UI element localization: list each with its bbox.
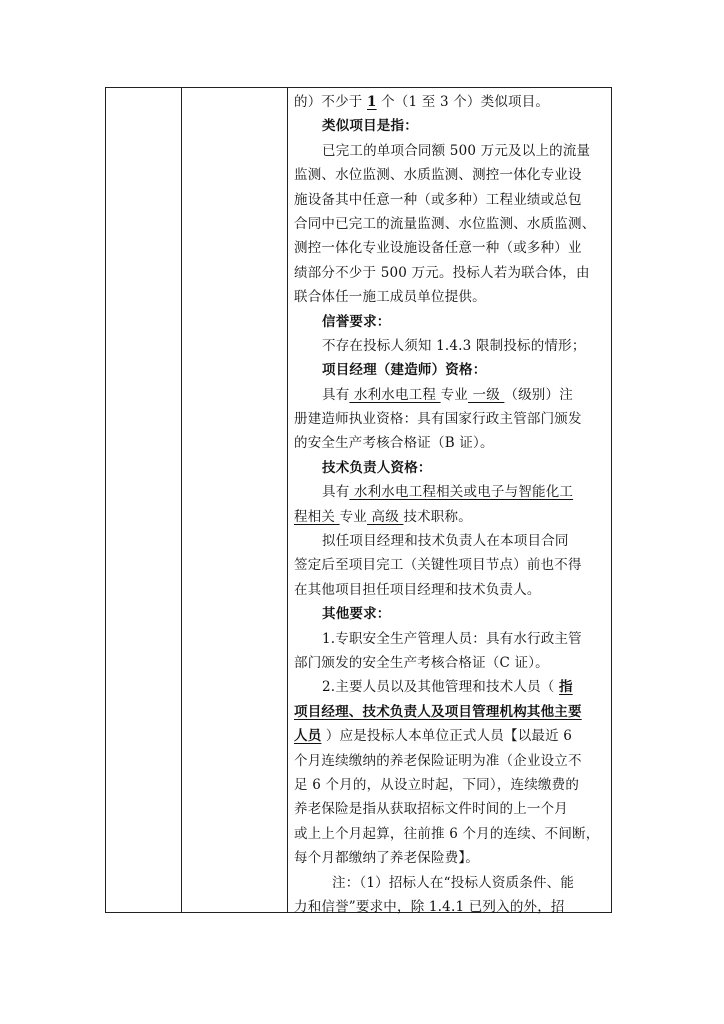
note-line: 注：（1）招标人在“投标人资质条件、能 [332,874,575,891]
text-line: 1.专职安全生产管理人员：具有水行政主管 [322,630,582,647]
text-line: 项目经理、技术负责人及项目管理机构其他主要 [294,703,582,720]
text-line: 测控一体化专业设施设备任意一种（或多种）业 [294,240,582,257]
text-line: 2.主要人员以及其他管理和技术人员（ 指 [322,679,573,696]
text-line: 具有 水利水电工程相关或电子与智能化工 [322,484,574,501]
text-line: 签定后至项目完工（关键性项目节点）前也不得 [294,557,582,574]
text-line: 监测、水位监测、水质监测、测控一体化专业设 [294,167,582,184]
text-line: 已完工的单项合同额 500 万元及以上的流量 [322,142,591,159]
text-line: 足 6 个月的，从设立时起，下同），连续缴费的 [294,776,580,793]
text-line: 的安全生产考核合格证（B 证）。 [294,435,494,452]
text-line: 人员 ）应是投标人本单位正式人员【以最近 6 [294,728,573,745]
heading-project-manager: 项目经理（建造师）资格： [322,362,487,379]
project-count: 1 [367,94,377,110]
title-value: 高级 [367,508,404,525]
specialty-value: 水利水电工程相关或电子与智能化工 [349,484,574,501]
text-line: 养老保险是指从获取招标文件时间的上一个月 [294,801,568,818]
heading-technical-lead: 技术负责人资格： [322,459,432,476]
text-line: 合同中已完工的流量监测、水位监测、水质监测、 [294,215,596,232]
text-line: 拟任项目经理和技术负责人在本项目合同 [322,533,569,550]
text-line: 程相关 专业 高级 技术职称。 [294,508,472,525]
specialty-value: 水利水电工程 [349,386,441,403]
text-line: 的）不少于 1 个（1 至 3 个）类似项目。 [294,94,550,110]
text-line: 部门颁发的安全生产考核合格证（C 证）。 [294,654,549,671]
specialty-value: 程相关 [294,508,340,525]
column-divider-1 [181,87,182,913]
text-line: 在其他项目担任项目经理和技术负责人。 [294,581,541,598]
text-line: 不存在投标人须知 1.4.3 限制投标的情形； [322,337,586,354]
heading-reputation: 信誉要求： [322,313,391,330]
requirements-cell [294,90,606,919]
column-divider-2 [287,87,288,913]
heading-similar-projects: 类似项目是指： [322,118,418,135]
text-line: 具有 水利水电工程 专业 一级 （级别）注 [322,386,573,403]
grade-value: 一级 [468,386,505,403]
text-line: 册建造师执业资格：具有国家行政主管部门颁发 [294,411,582,428]
note-line: 力和信誉”要求中，除 1.4.1 已列入的外，招 [294,898,565,915]
text-line: 联合体任一施工成员单位提供。 [294,289,486,306]
heading-other-requirements: 其他要求： [322,606,391,623]
text-line: 绩部分不少于 500 万元。投标人若为联合体，由 [294,264,590,281]
text-line: 每个月都缴纳了养老保险费】。 [294,850,480,867]
text-line: 个月连续缴纳的养老保险证明为准（企业设立不 [294,752,582,769]
text-line: 或上上个月起算，往前推 6 个月的连续、不间断， [294,825,600,842]
text-line: 施设备其中任意一种（或多种）工程业绩或总包 [294,191,582,208]
